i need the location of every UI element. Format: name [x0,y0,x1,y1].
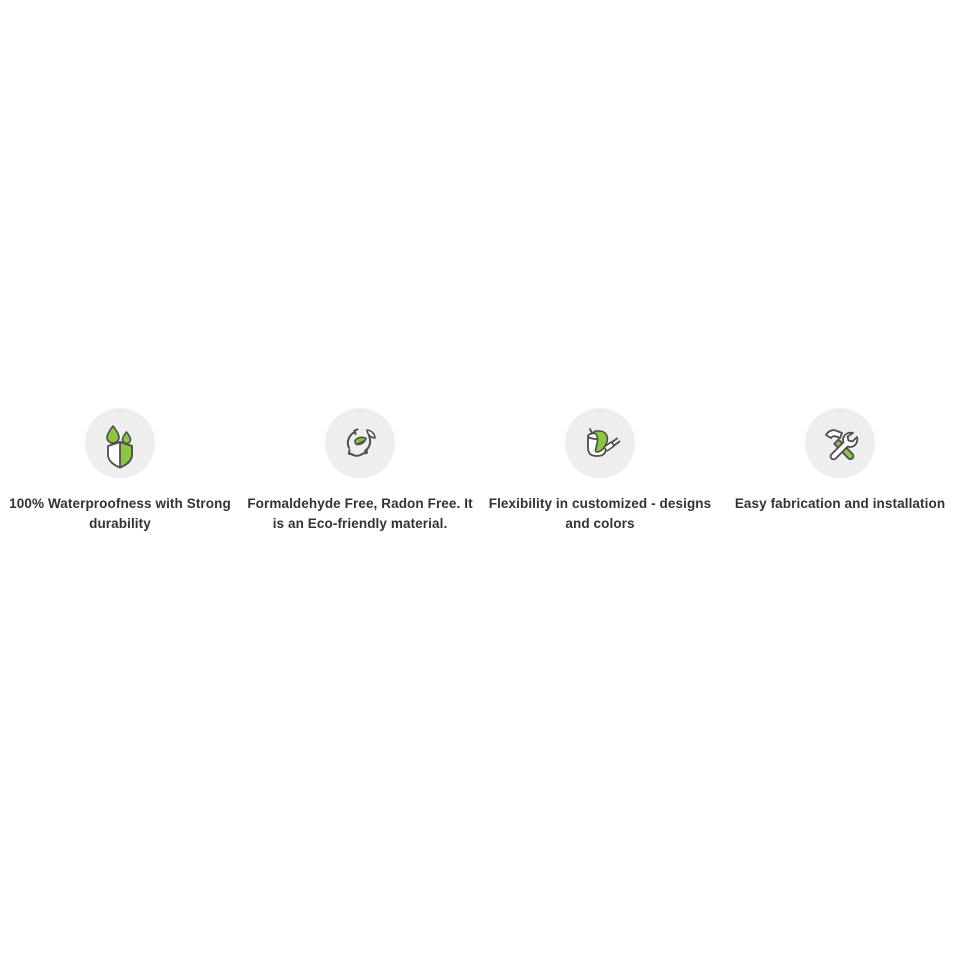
eco-recycle-leaf-icon [325,408,395,478]
feature-caption: Easy fabrication and installation [734,496,946,511]
paint-bucket-brush-icon [565,408,635,478]
feature-caption: Formaldehyde Free, Radon Free. It is an Eco-friendly material. [247,496,473,531]
feature-item-eco-friendly [240,408,480,533]
feature-caption: Flexibility in customized - designs and colors [488,496,712,531]
feature-caption: 100% Waterproofness with Strong durability [9,496,231,531]
feature-item-fabrication [720,408,960,514]
feature-item-flexibility [480,408,720,533]
waterproof-shield-icon [85,408,155,478]
feature-highlights-strip [0,408,960,533]
feature-item-waterproofness [0,408,240,533]
hammer-wrench-tools-icon [805,408,875,478]
